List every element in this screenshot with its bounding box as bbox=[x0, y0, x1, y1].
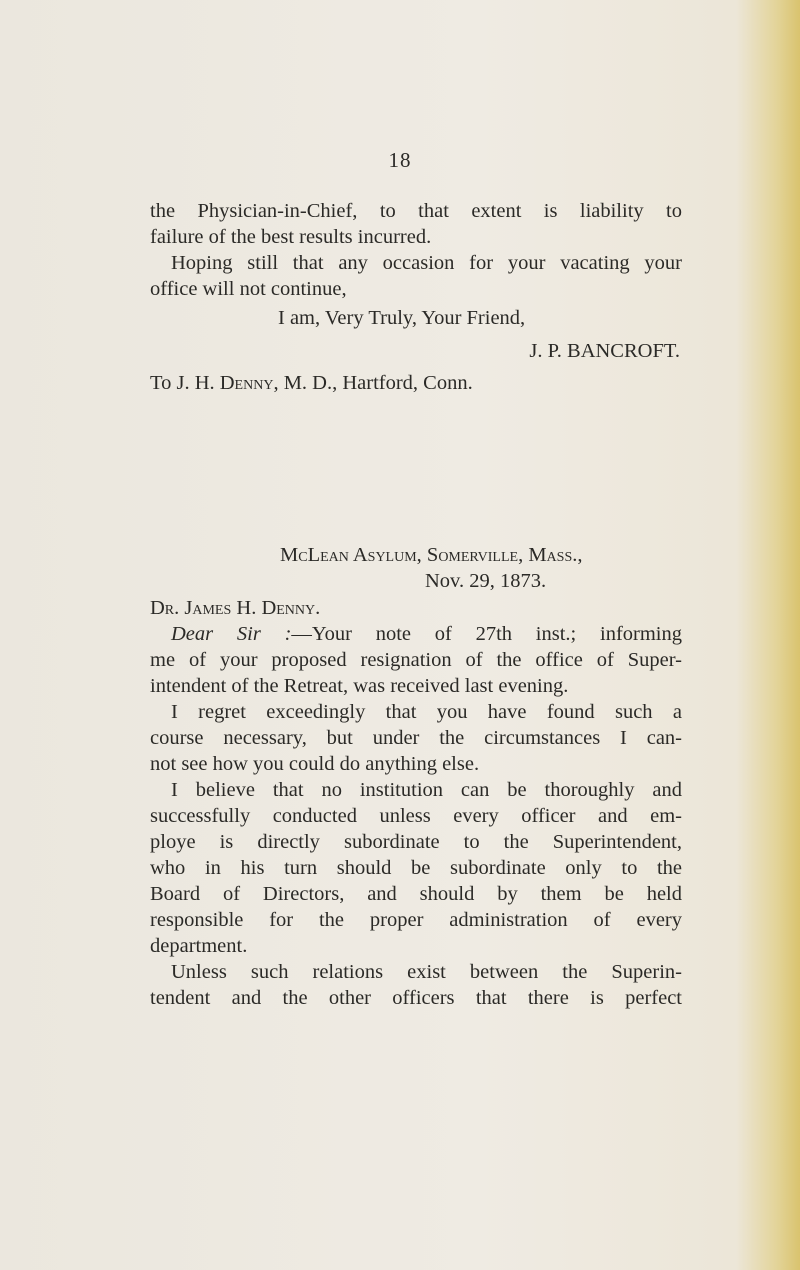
signature: J. P. BANCROFT. bbox=[529, 340, 680, 362]
text-line-rest: —Your note of 27th inst.; informing bbox=[291, 623, 682, 645]
text-line: Unless such relations exist between the Superin- bbox=[171, 961, 682, 983]
text-line: responsible for the proper administration of every bbox=[150, 909, 682, 931]
recipient-line bbox=[150, 370, 682, 396]
hoping-paragraph bbox=[150, 250, 682, 302]
text-line: ploye is directly subordinate to the Superintendent, bbox=[150, 831, 682, 853]
paragraph-2 bbox=[150, 699, 682, 777]
text-line bbox=[150, 621, 682, 647]
paragraph-1 bbox=[150, 621, 682, 699]
text-line: me of your proposed resignation of the office of Super- bbox=[150, 649, 682, 671]
letter-place bbox=[280, 542, 800, 568]
continued-paragraph bbox=[150, 198, 682, 250]
recipient-name: Denny bbox=[219, 372, 274, 394]
text-line: Board of Directors, and should by them be held bbox=[150, 883, 682, 905]
recipient-suffix: , M. D., Hartford, Conn. bbox=[273, 372, 473, 394]
text-line: department. bbox=[150, 935, 248, 957]
text-line: the Physician-in-Chief, to that extent is liability to bbox=[150, 200, 682, 222]
closing-line: I am, Very Truly, Your Friend, bbox=[278, 307, 526, 329]
text-line: intendent of the Retreat, was received last evening. bbox=[150, 675, 569, 697]
text-line: failure of the best results incurred. bbox=[150, 226, 432, 248]
salutation-name: Dr. James H. Denny. bbox=[150, 597, 321, 619]
text-line: I regret exceedingly that you have found such a bbox=[171, 701, 682, 723]
text-line: office will not continue, bbox=[150, 278, 347, 300]
letter-place-text: McLean Asylum, Somerville, Mass., bbox=[280, 544, 583, 566]
letter-date: Nov. 29, 1873. bbox=[425, 570, 547, 592]
text-line: I believe that no institution can be thoroughly and bbox=[171, 779, 682, 801]
paragraph-3 bbox=[150, 777, 682, 959]
text-line: successfully conducted unless every officer and em- bbox=[150, 805, 682, 827]
text-line: Hoping still that any occasion for your vacating your bbox=[171, 252, 682, 274]
text-line: not see how you could do anything else. bbox=[150, 753, 480, 775]
page-number: 18 bbox=[388, 148, 412, 172]
salutation-open: Dear Sir : bbox=[171, 623, 292, 645]
text-line: course necessary, but under the circumstances I can- bbox=[150, 727, 682, 749]
text-line: who in his turn should be subordinate only to the bbox=[150, 857, 682, 879]
paragraph-4 bbox=[150, 959, 682, 1011]
recipient-prefix: To J. H. bbox=[150, 372, 215, 394]
text-line: tendent and the other officers that there is perfect bbox=[150, 987, 682, 1009]
